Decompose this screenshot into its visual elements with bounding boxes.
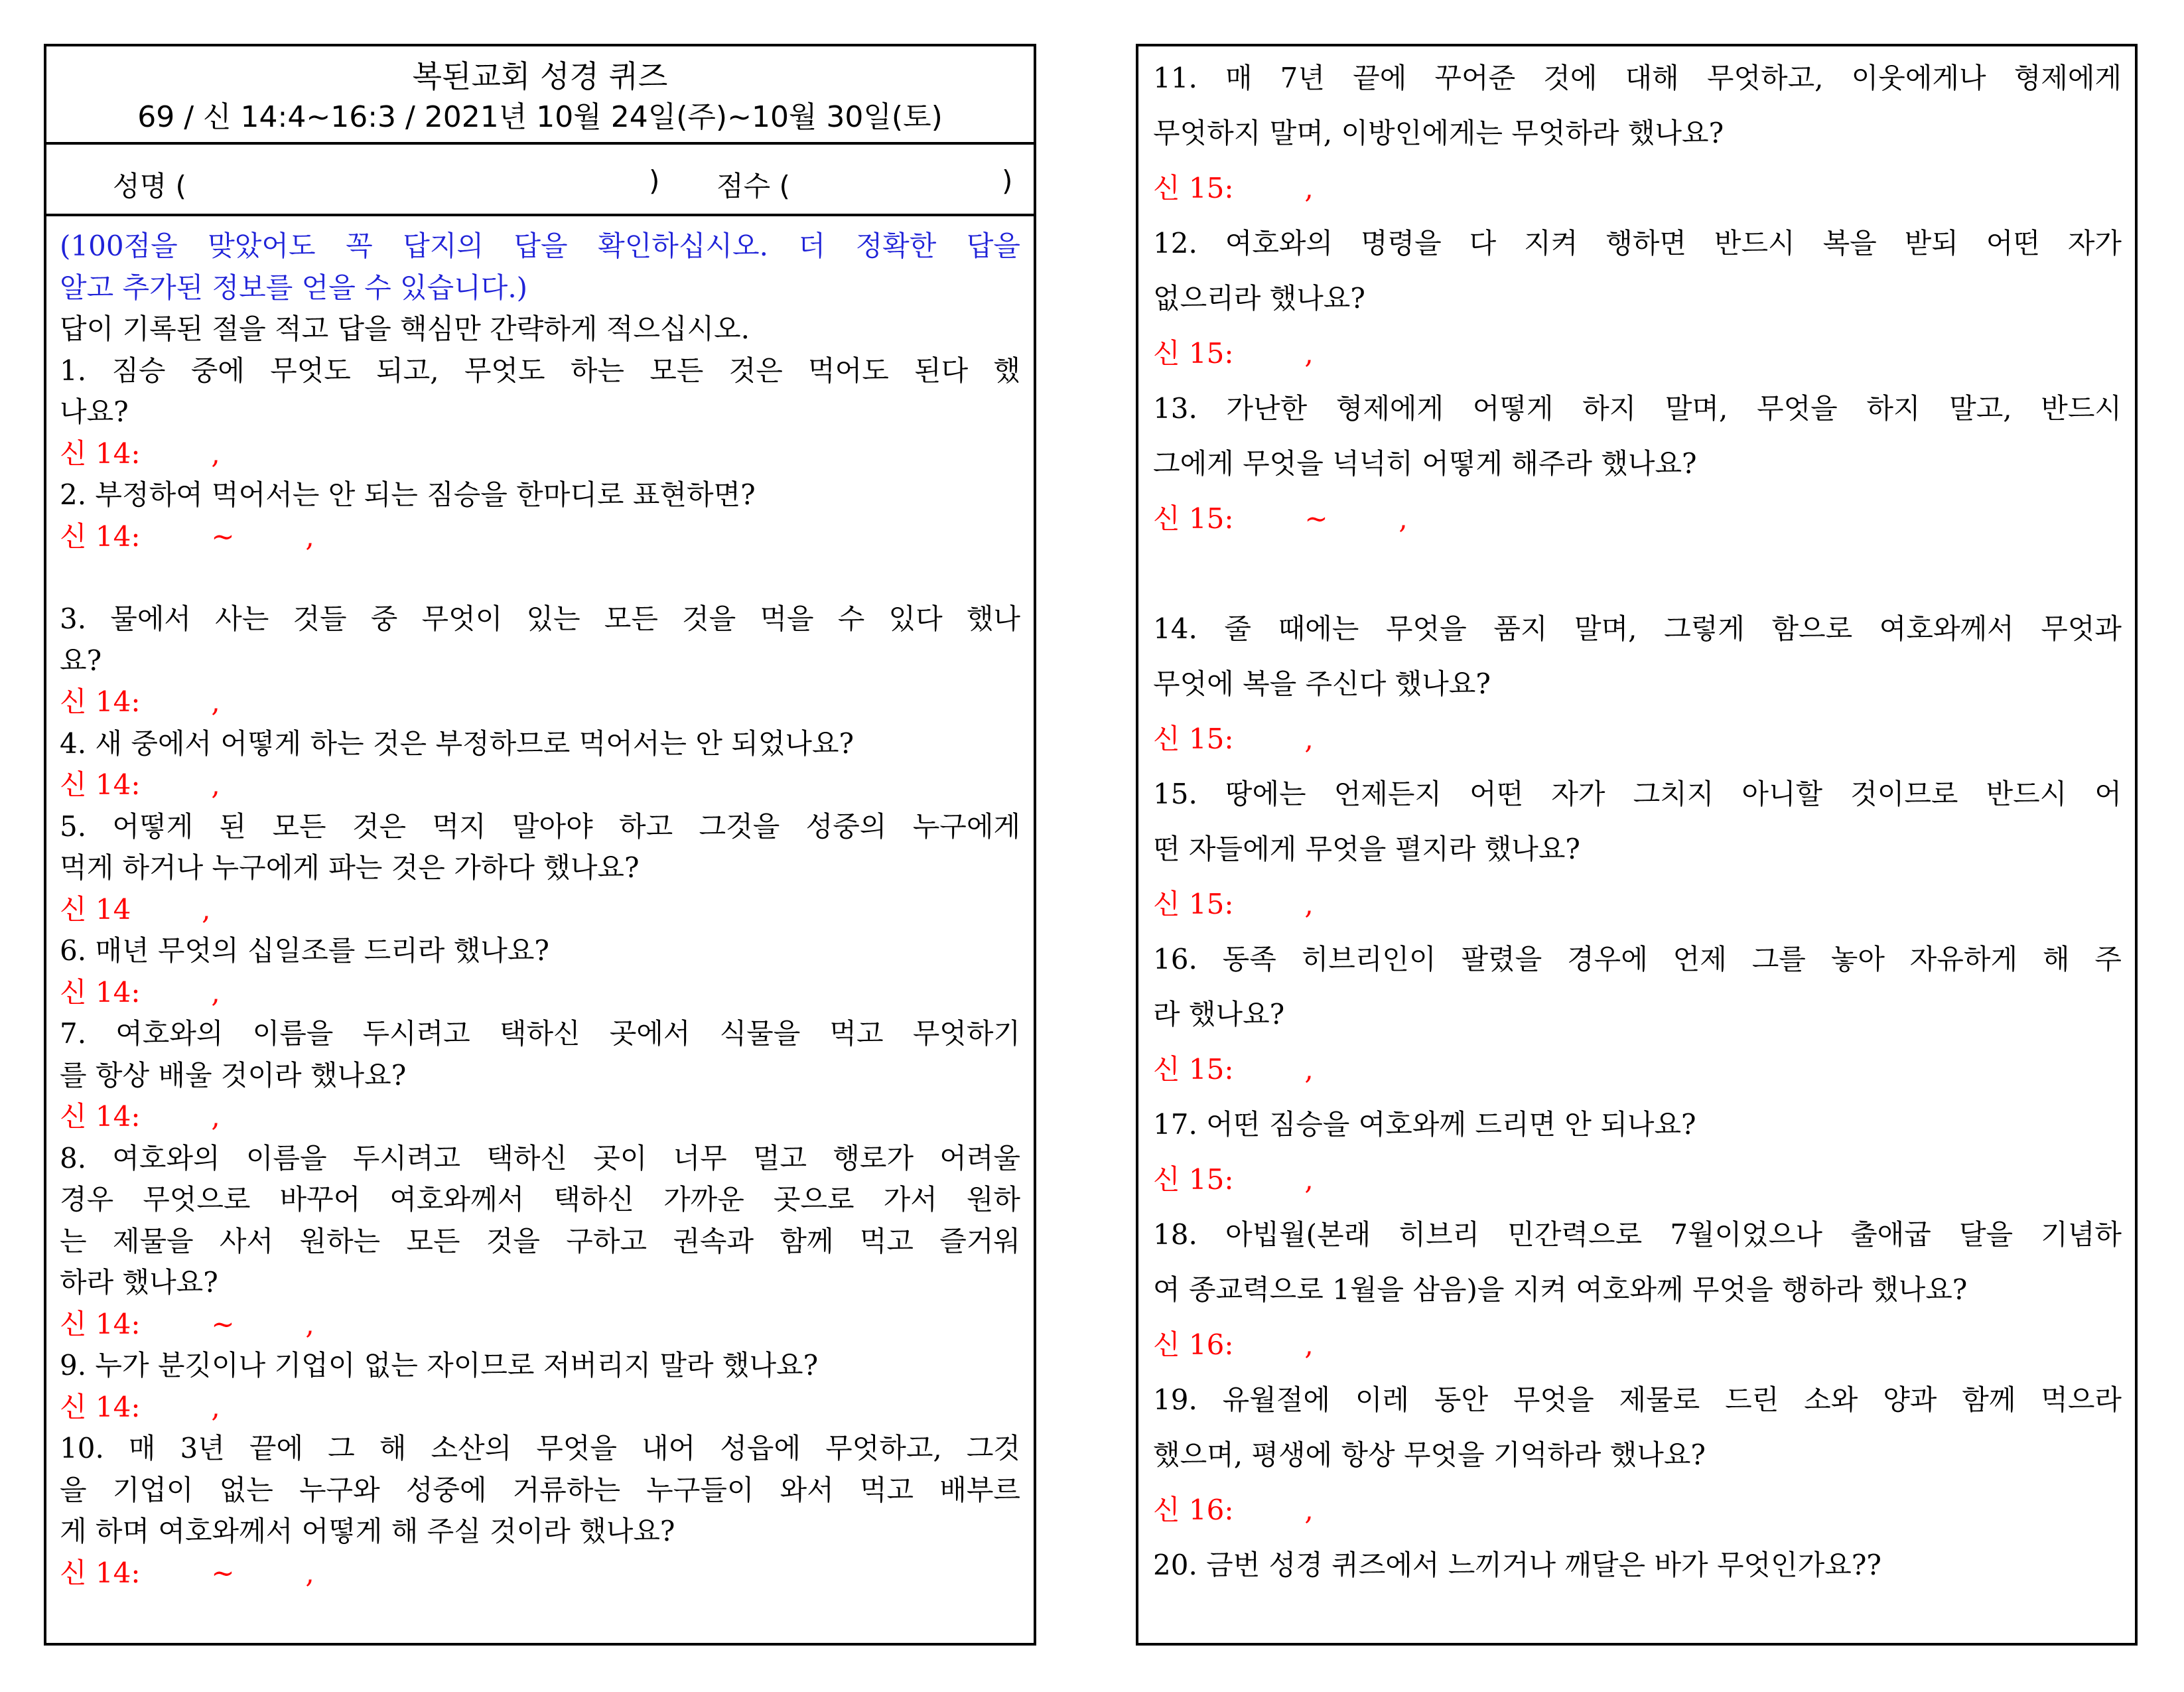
answer-reference[interactable]: 신 15: ,: [1153, 172, 1314, 204]
question-item: [60, 723, 1020, 806]
question-text: 5. 어떻게 된 모든 것은 먹지 말아야 하고 그것을 성중의 누구에게: [60, 810, 1020, 843]
name-close: ): [649, 165, 660, 197]
score-field[interactable]: [793, 165, 999, 198]
question-text: 1. 짐승 중에 무엇도 되고, 무엇도 하는 모든 것은 먹어도 된다 했: [60, 354, 1020, 387]
question-item: [1153, 1207, 2122, 1372]
question-text: 6. 매년 무엇의 십일조를 드리라 했나요?: [60, 934, 549, 967]
question-text: 그에게 무엇을 넉넉히 어떻게 해주라 했나요?: [1153, 447, 1697, 480]
answer-reference[interactable]: 신 14: ,: [60, 768, 220, 801]
score-label: 점수 (: [717, 170, 790, 202]
question-item: [60, 474, 1020, 599]
question-text: 10. 매 3년 끝에 그 해 소산의 무엇을 내어 성읍에 무엇하고, 그것: [60, 1432, 1020, 1464]
question-text: 7. 여호와의 이름을 두시려고 택하신 곳에서 식물을 먹고 무엇하기: [60, 1017, 1020, 1050]
question-text: 했으며, 평생에 항상 무엇을 기억하라 했나요?: [1153, 1439, 1706, 1471]
question-item: [1153, 932, 2122, 1097]
name-score-row: [46, 145, 1034, 216]
question-item: [1153, 50, 2122, 216]
notice-line: (100점을 맞았어도 꼭 답지의 답을 확인하십시오. 더 정확한 답을: [60, 230, 1020, 262]
question-text: 3. 물에서 사는 것들 중 무엇이 있는 모든 것을 먹을 수 있다 했나: [60, 602, 1020, 635]
question-text: 먹게 하거나 누구에게 파는 것은 가하다 했나요?: [60, 851, 640, 884]
answer-reference[interactable]: 신 14: ,: [60, 1390, 220, 1423]
name-field[interactable]: [190, 165, 648, 198]
question-item: [60, 1428, 1020, 1594]
question-text: 을 기업이 없는 누구와 성중에 거류하는 누구들이 와서 먹고 배부르: [60, 1473, 1020, 1506]
question-text: 요?: [60, 644, 102, 677]
question-item: [60, 930, 1020, 1013]
answer-reference[interactable]: 신 14: ,: [60, 685, 220, 718]
question-text: 떤 자들에게 무엇을 펼지라 했나요?: [1153, 833, 1580, 865]
answer-reference[interactable]: 신 15: ~ ,: [1153, 502, 1408, 535]
question-text: 4. 새 중에서 어떻게 하는 것은 부정하므로 먹어서는 안 되었나요?: [60, 727, 854, 760]
quiz-header: [46, 46, 1034, 145]
question-text: 13. 가난한 형제에게 어떻게 하지 말며, 무엇을 하지 말고, 반드시: [1153, 392, 2122, 425]
score-close: ): [1002, 165, 1013, 197]
right-column: [1136, 44, 2138, 1646]
answer-reference[interactable]: 신 15: ,: [1153, 1163, 1314, 1196]
question-text: 14. 줄 때에는 무엇을 품지 말며, 그렇게 함으로 여호와께서 무엇과: [1153, 612, 2122, 645]
answer-reference[interactable]: 신 15: ,: [1153, 723, 1314, 755]
question-item: [1153, 381, 2122, 601]
question-text: 17. 어떤 짐승을 여호와께 드리면 안 되나요?: [1153, 1108, 1696, 1141]
page-title: 복된교회 성경 퀴즈: [412, 58, 668, 94]
question-text: 16. 동족 히브리인이 팔렸을 경우에 언제 그를 놓아 자유하게 해 주: [1153, 943, 2122, 975]
question-text: 12. 여호와의 명령을 다 지켜 행하면 반드시 복을 받되 어떤 자가: [1153, 227, 2122, 259]
question-text: 없으리라 했나요?: [1153, 282, 1365, 315]
question-text: 8. 여호와의 이름을 두시려고 택하신 곳이 너무 멀고 행로가 어려울: [60, 1141, 1020, 1174]
question-item: [1153, 1372, 2122, 1537]
question-text: 2. 부정하여 먹어서는 안 되는 짐승을 한마디로 표현하면?: [60, 478, 756, 511]
answer-reference[interactable]: 신 14: ,: [60, 1100, 220, 1133]
question-text: 하라 했나요?: [60, 1266, 218, 1299]
question-item: [1153, 601, 2122, 766]
answer-reference[interactable]: 신 15: ,: [1153, 337, 1314, 370]
question-item: [60, 1138, 1020, 1346]
question-text: 무엇에 복을 주신다 했나요?: [1153, 668, 1491, 700]
question-item: [1153, 1097, 2122, 1207]
question-text: 경우 무엇으로 바꾸어 여호와께서 택하신 가까운 곳으로 가서 원하: [60, 1183, 1020, 1216]
answer-reference[interactable]: 신 14 ,: [60, 892, 211, 926]
answer-reference[interactable]: 신 15: ,: [1153, 1053, 1314, 1086]
question-text: 무엇하지 말며, 이방인에게는 무엇하라 했나요?: [1153, 117, 1724, 149]
question-text: 라 했나요?: [1153, 998, 1285, 1030]
left-question-list: [46, 216, 1034, 1594]
question-text: 여 종교력으로 1월을 삼음)을 지켜 여호와께 무엇을 행하라 했나요?: [1153, 1273, 1968, 1306]
left-questions: [60, 350, 1020, 1594]
right-question-list: [1138, 46, 2135, 1592]
question-text: 20. 금번 성경 퀴즈에서 느끼거나 깨달은 바가 무엇인가요??: [1153, 1549, 1881, 1581]
answer-reference[interactable]: 신 16: ,: [1153, 1494, 1314, 1526]
answer-reference[interactable]: 신 14: ~ ,: [60, 1307, 314, 1340]
notice-line: 알고 추가된 정보를 얻을 수 있습니다.): [60, 271, 528, 304]
question-text: 9. 누가 분깃이나 기업이 없는 자이므로 저버리지 말라 했나요?: [60, 1349, 819, 1381]
question-text: 19. 유월절에 이레 동안 무엇을 제물로 드린 소와 양과 함께 먹으라: [1153, 1383, 2122, 1416]
question-text: 15. 땅에는 언제든지 어떤 자가 그치지 아니할 것이므로 반드시 어: [1153, 778, 2122, 810]
question-item: [60, 599, 1020, 723]
question-item: [1153, 1537, 2122, 1592]
answer-reference[interactable]: 신 14: ~ ,: [60, 1556, 314, 1589]
question-item: [60, 1013, 1020, 1138]
question-item: [60, 350, 1020, 475]
question-item: [60, 1345, 1020, 1428]
question-item: [60, 806, 1020, 931]
answer-reference[interactable]: 신 14: ,: [60, 437, 220, 470]
question-item: [1153, 766, 2122, 932]
spacer: [1153, 546, 2122, 601]
spacer: [60, 557, 1020, 599]
answer-reference[interactable]: 신 15: ,: [1153, 888, 1314, 920]
question-item: [1153, 216, 2122, 381]
question-text: 는 제물을 사서 원하는 모든 것을 구하고 권속과 함께 먹고 즐거워: [60, 1224, 1020, 1257]
question-text: 18. 아빕월(본래 히브리 민간력으로 7월이었으나 출애굽 달을 기념하: [1153, 1218, 2122, 1251]
name-label: 성명 (: [113, 170, 186, 202]
answer-reference[interactable]: 신 14: ,: [60, 975, 220, 1009]
page-subtitle: 69 / 신 14:4~16:3 / 2021년 10월 24일(주)~10월 30일(토): [137, 100, 943, 134]
left-column: [44, 44, 1036, 1646]
question-text: 를 항상 배울 것이라 했나요?: [60, 1058, 407, 1092]
instruction: 답이 기록된 절을 적고 답을 핵심만 간략하게 적으십시오.: [60, 313, 750, 345]
question-text: 나요?: [60, 395, 129, 428]
question-text: 11. 매 7년 끝에 꾸어준 것에 대해 무엇하고, 이웃에게나 형제에게: [1153, 62, 2122, 94]
answer-reference[interactable]: 신 16: ,: [1153, 1328, 1314, 1361]
answer-reference[interactable]: 신 14: ~ ,: [60, 520, 314, 553]
question-text: 게 하며 여호와께서 어떻게 해 주실 것이라 했나요?: [60, 1515, 675, 1547]
